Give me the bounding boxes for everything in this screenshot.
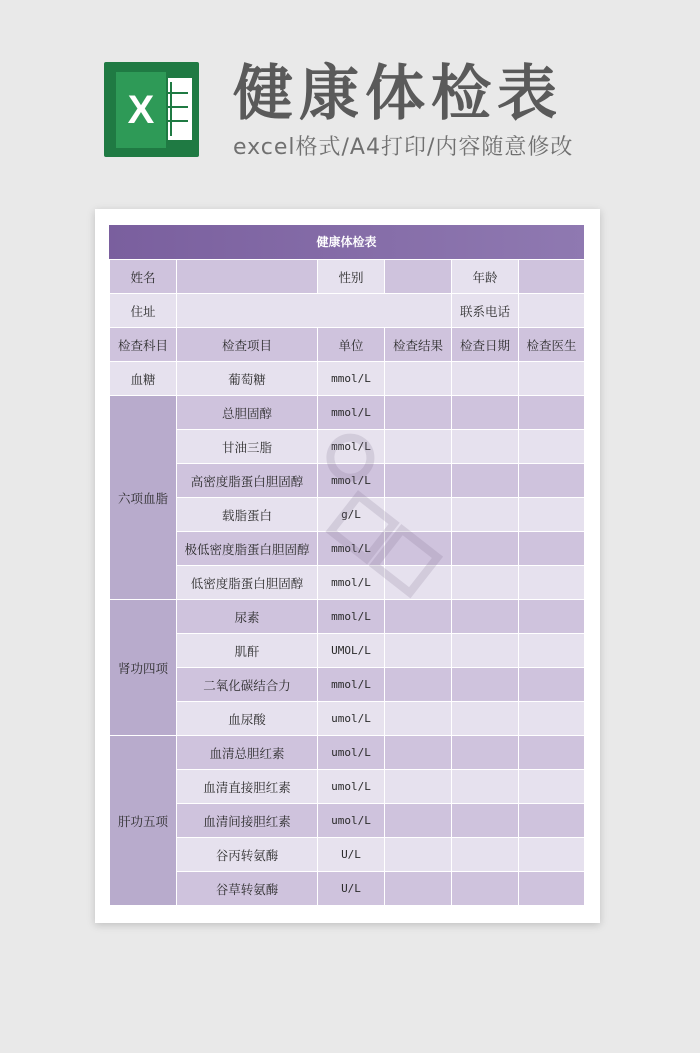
unit-cell: UMOL/L — [318, 634, 385, 668]
address-field[interactable] — [177, 294, 452, 328]
table-row — [110, 668, 585, 702]
doctor-cell[interactable] — [519, 396, 585, 430]
unit-cell: mmol/L — [318, 668, 385, 702]
table-row — [110, 600, 585, 634]
unit-cell: mmol/L — [318, 532, 385, 566]
item-name-cell: 血清间接胆红素 — [177, 804, 318, 838]
date-cell[interactable] — [452, 430, 519, 464]
date-cell[interactable] — [452, 566, 519, 600]
result-cell[interactable] — [385, 532, 452, 566]
date-cell[interactable] — [452, 804, 519, 838]
result-cell[interactable] — [385, 566, 452, 600]
table-row — [110, 464, 585, 498]
info-row-address — [110, 294, 585, 328]
result-cell[interactable] — [385, 838, 452, 872]
doctor-cell[interactable] — [519, 362, 585, 396]
table-row — [110, 702, 585, 736]
item-name-cell: 肌酐 — [177, 634, 318, 668]
doctor-cell[interactable] — [519, 464, 585, 498]
doctor-cell[interactable] — [519, 770, 585, 804]
unit-cell: umol/L — [318, 804, 385, 838]
page-subtitle: excel格式/A4打印/内容随意修改 — [233, 135, 574, 160]
unit-cell: umol/L — [318, 736, 385, 770]
table-row — [110, 634, 585, 668]
unit-cell: mmol/L — [318, 464, 385, 498]
unit-cell: g/L — [318, 498, 385, 532]
unit-cell: umol/L — [318, 702, 385, 736]
item-name-cell: 谷草转氨酶 — [177, 872, 318, 906]
doctor-cell[interactable] — [519, 430, 585, 464]
date-cell[interactable] — [452, 600, 519, 634]
table-row — [110, 804, 585, 838]
item-name-cell: 甘油三脂 — [177, 430, 318, 464]
category-cell: 六项血脂 — [110, 396, 177, 600]
item-name-cell: 血清总胆红素 — [177, 736, 318, 770]
table-row — [110, 838, 585, 872]
result-cell[interactable] — [385, 736, 452, 770]
result-cell[interactable] — [385, 804, 452, 838]
result-cell[interactable] — [385, 634, 452, 668]
col-header-doctor: 检查医生 — [519, 328, 585, 362]
item-name-cell: 血尿酸 — [177, 702, 318, 736]
result-cell[interactable] — [385, 770, 452, 804]
result-cell[interactable] — [385, 702, 452, 736]
date-cell[interactable] — [452, 668, 519, 702]
date-cell[interactable] — [452, 736, 519, 770]
doctor-cell[interactable] — [519, 872, 585, 906]
category-cell: 肾功四项 — [110, 600, 177, 736]
col-header-result: 检查结果 — [385, 328, 452, 362]
item-name-cell: 总胆固醇 — [177, 396, 318, 430]
date-cell[interactable] — [452, 838, 519, 872]
phone-label: 联系电话 — [452, 294, 519, 328]
col-header-unit: 单位 — [318, 328, 385, 362]
result-cell[interactable] — [385, 872, 452, 906]
unit-cell: mmol/L — [318, 430, 385, 464]
table-row — [110, 430, 585, 464]
date-cell[interactable] — [452, 532, 519, 566]
date-cell[interactable] — [452, 396, 519, 430]
unit-cell: U/L — [318, 872, 385, 906]
unit-cell: mmol/L — [318, 396, 385, 430]
doctor-cell[interactable] — [519, 736, 585, 770]
date-cell[interactable] — [452, 770, 519, 804]
unit-cell: umol/L — [318, 770, 385, 804]
column-header-row — [110, 328, 585, 362]
age-label: 年龄 — [452, 260, 519, 294]
date-cell[interactable] — [452, 702, 519, 736]
logo-letter: X — [127, 88, 155, 132]
excel-logo-icon — [104, 62, 199, 157]
item-name-cell: 葡萄糖 — [177, 362, 318, 396]
col-header-category: 检查科目 — [110, 328, 177, 362]
name-label: 姓名 — [110, 260, 177, 294]
date-cell[interactable] — [452, 498, 519, 532]
table-row — [110, 736, 585, 770]
gender-label: 性别 — [318, 260, 385, 294]
unit-cell: mmol/L — [318, 362, 385, 396]
unit-cell: U/L — [318, 838, 385, 872]
item-name-cell: 血清直接胆红素 — [177, 770, 318, 804]
phone-field[interactable] — [519, 294, 585, 328]
name-field[interactable] — [177, 260, 318, 294]
category-cell: 血糖 — [110, 362, 177, 396]
table-row — [110, 770, 585, 804]
table-row — [110, 396, 585, 430]
category-cell: 肝功五项 — [110, 736, 177, 906]
doctor-cell[interactable] — [519, 804, 585, 838]
table-row — [110, 872, 585, 906]
page-title: 健康体检表 — [233, 59, 563, 129]
item-name-cell: 极低密度脂蛋白胆固醇 — [177, 532, 318, 566]
result-cell[interactable] — [385, 600, 452, 634]
item-name-cell: 载脂蛋白 — [177, 498, 318, 532]
unit-cell: mmol/L — [318, 566, 385, 600]
age-field[interactable] — [519, 260, 585, 294]
date-cell[interactable] — [452, 362, 519, 396]
table-row — [110, 566, 585, 600]
result-cell[interactable] — [385, 430, 452, 464]
table-row — [110, 498, 585, 532]
item-name-cell: 高密度脂蛋白胆固醇 — [177, 464, 318, 498]
doctor-cell[interactable] — [519, 634, 585, 668]
doctor-cell[interactable] — [519, 566, 585, 600]
table-row — [110, 362, 585, 396]
date-cell[interactable] — [452, 872, 519, 906]
result-cell[interactable] — [385, 396, 452, 430]
doctor-cell[interactable] — [519, 668, 585, 702]
doctor-cell[interactable] — [519, 838, 585, 872]
date-cell[interactable] — [452, 464, 519, 498]
result-cell[interactable] — [385, 498, 452, 532]
item-name-cell: 谷丙转氨酶 — [177, 838, 318, 872]
item-name-cell: 低密度脂蛋白胆固醇 — [177, 566, 318, 600]
item-name-cell: 二氧化碳结合力 — [177, 668, 318, 702]
doctor-cell[interactable] — [519, 532, 585, 566]
doctor-cell[interactable] — [519, 702, 585, 736]
address-label: 住址 — [110, 294, 177, 328]
item-name-cell: 尿素 — [177, 600, 318, 634]
col-header-item: 检查项目 — [177, 328, 318, 362]
doctor-cell[interactable] — [519, 498, 585, 532]
result-cell[interactable] — [385, 362, 452, 396]
col-header-date: 检查日期 — [452, 328, 519, 362]
health-check-table — [109, 259, 585, 906]
date-cell[interactable] — [452, 634, 519, 668]
unit-cell: mmol/L — [318, 600, 385, 634]
table-row — [110, 532, 585, 566]
table-banner: 健康体检表 — [109, 225, 584, 259]
doctor-cell[interactable] — [519, 600, 585, 634]
result-cell[interactable] — [385, 668, 452, 702]
result-cell[interactable] — [385, 464, 452, 498]
info-row-name — [110, 260, 585, 294]
gender-field[interactable] — [385, 260, 452, 294]
